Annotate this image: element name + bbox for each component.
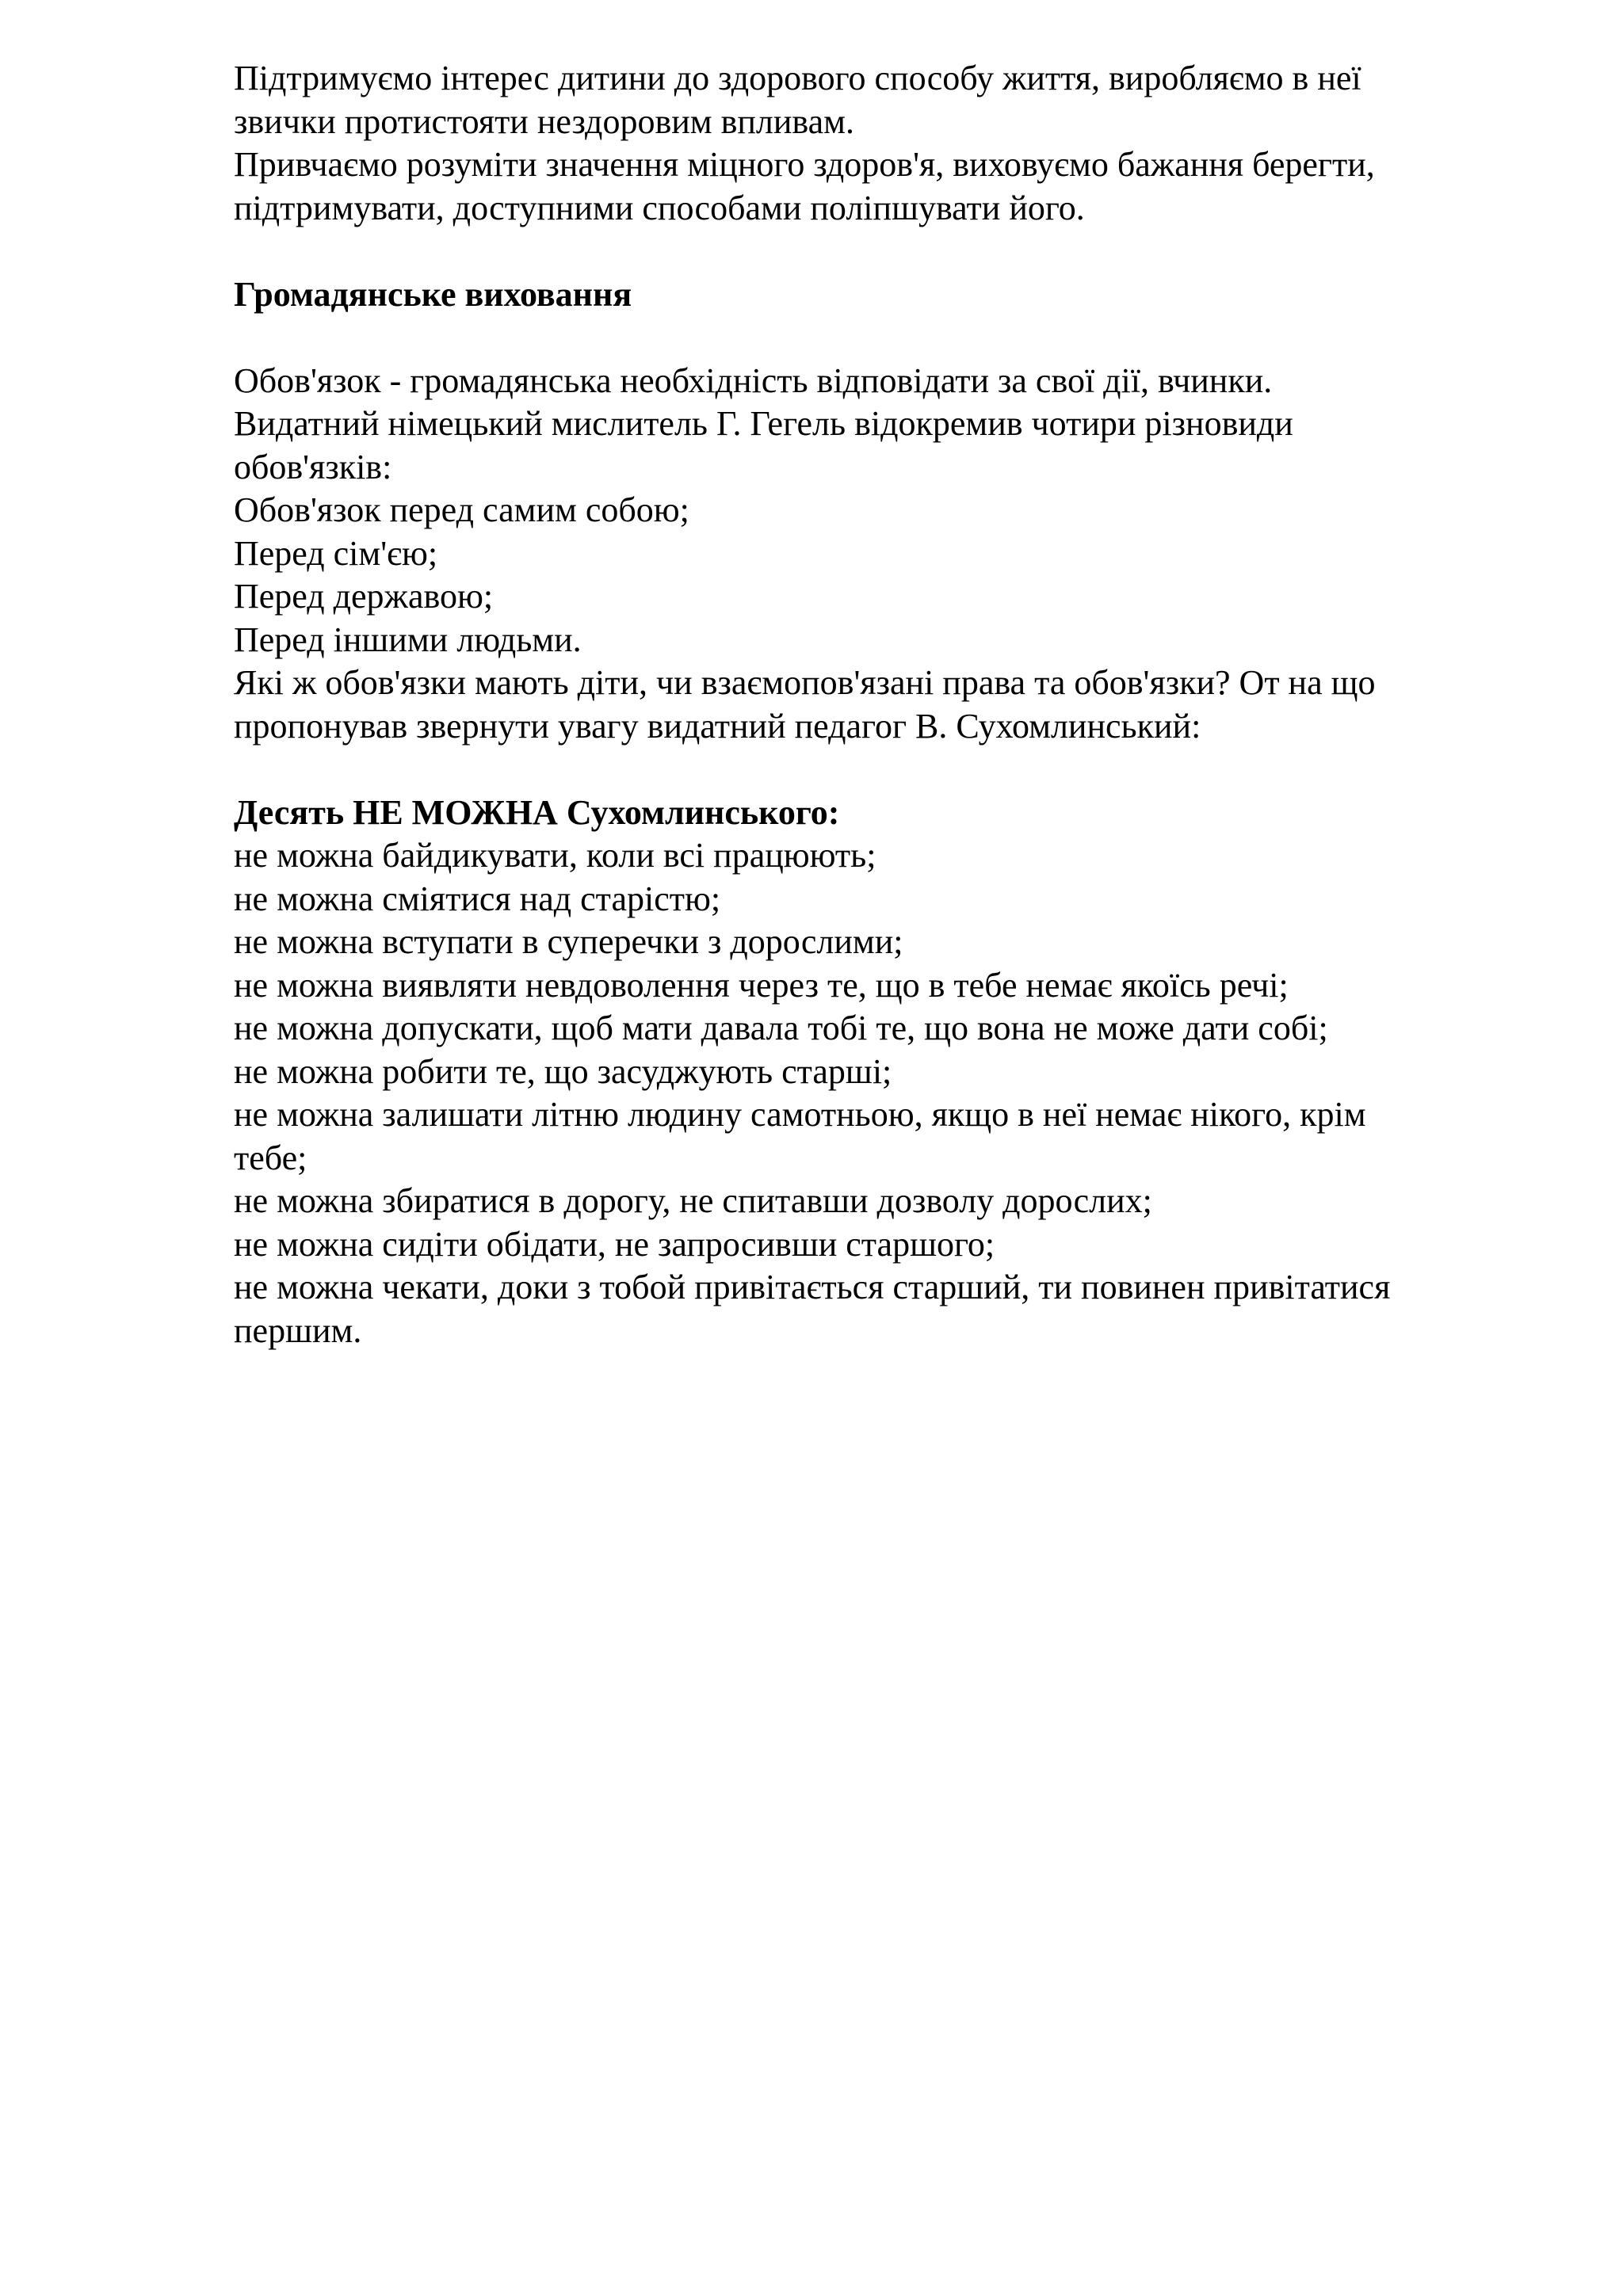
civic-line: обов'язків: xyxy=(234,447,392,486)
rule-line: не можна сміятися над старістю; xyxy=(234,879,721,918)
civic-line: Обов'язок - громадянська необхідність відповідати за свої дії, вчинки. xyxy=(234,360,1273,400)
civic-paragraph xyxy=(234,360,1549,749)
section-heading-civic: Громадянське виховання xyxy=(234,274,632,314)
rule-line: не можна виявляти невдоволення через те, що в тебе немає якоїсь речі; xyxy=(234,965,1289,1005)
rule-line: не можна байдикувати, коли всі працюють; xyxy=(234,836,876,875)
civic-line: пропонував звернути увагу видатний педагог В. Сухомлинський: xyxy=(234,706,1201,746)
spacer xyxy=(234,316,1549,360)
intro-line: Підтримуємо інтерес дитини до здорового способу життя, виробляємо в неї xyxy=(234,59,1361,97)
rule-line: не можна допускати, щоб мати давала тобі те, що вона не може дати собі; xyxy=(234,1009,1328,1047)
rule-line: не можна збиратися в дорогу, не спитавши дозволу дорослих; xyxy=(234,1181,1152,1220)
civic-line: Обов'язок перед самим собою; xyxy=(234,490,689,529)
rule-line: не можна робити те, що засуджують старші; xyxy=(234,1051,892,1091)
spacer xyxy=(234,230,1549,273)
rule-line: не можна сидіти обідати, не запросивши старшого; xyxy=(234,1224,995,1264)
rule-line: не можна вступати в суперечки з дорослими; xyxy=(234,922,903,961)
civic-line: Перед іншими людьми. xyxy=(234,620,582,659)
intro-line: Привчаємо розуміти значення міцного здоров'я, виховуємо бажання берегти, xyxy=(234,145,1375,184)
rule-line: не можна залишати літню людину самотньою, якщо в неї немає нікого, крім xyxy=(234,1095,1366,1134)
rule-line: тебе; xyxy=(234,1138,307,1177)
intro-line: звички протистояти нездоровим впливам. xyxy=(234,101,854,141)
civic-line: Видатний німецький мислитель Г. Гегель відокремив чотири різновиди xyxy=(234,404,1293,443)
intro-line: підтримувати, доступними способами поліпшувати його. xyxy=(234,188,1085,227)
civic-line: Перед державою; xyxy=(234,577,494,616)
rule-line: першим. xyxy=(234,1310,362,1350)
rule-line: не можна чекати, доки з тобой привітається старший, ти повинен привітатися xyxy=(234,1268,1391,1306)
document-page xyxy=(234,57,1549,1352)
section-heading-ten-rules: Десять НЕ МОЖНА Сухомлинського: xyxy=(234,792,840,832)
ten-rules-list xyxy=(234,834,1549,1352)
intro-paragraph xyxy=(234,57,1549,230)
spacer xyxy=(234,748,1549,791)
civic-line: Які ж обов'язки мають діти, чи взаємопов'язані права та обов'язки? От на що xyxy=(234,663,1376,702)
civic-line: Перед сім'єю; xyxy=(234,533,438,573)
